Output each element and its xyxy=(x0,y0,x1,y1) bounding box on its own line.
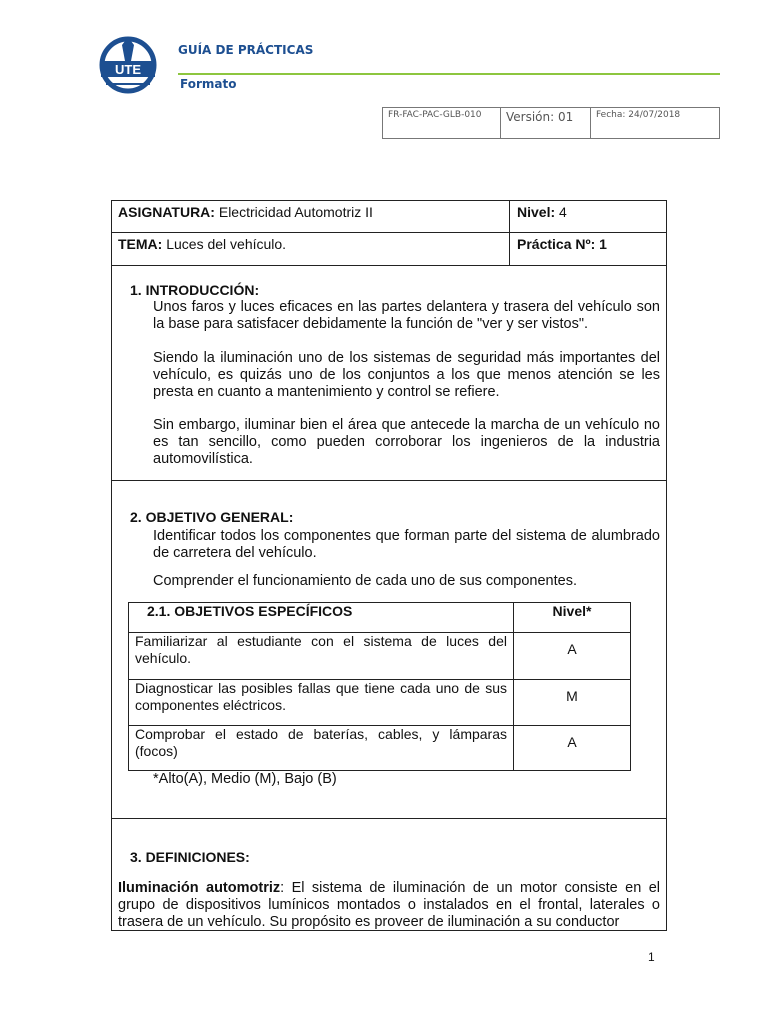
definition-term: Iluminación automotriz xyxy=(118,880,281,896)
level-legend-note: *Alto(A), Medio (M), Bajo (B) xyxy=(153,771,337,787)
objective-level: A xyxy=(567,734,577,750)
section-definitions-heading: 3. DEFINICIONES: xyxy=(130,849,250,865)
document-version: Versión: 01 xyxy=(501,108,591,138)
level-cell xyxy=(517,204,567,220)
ute-logo xyxy=(96,35,160,99)
definition-text: : El sistema de iluminación de un motor consiste en el grupo de dispositivos lumínicos montados o instalados en el frontal, laterales o trasera de un vehículo. Su propósito es proveer de iluminación a su conductor xyxy=(118,880,660,930)
page-number: 1 xyxy=(648,950,655,964)
level-value: 4 xyxy=(555,204,567,220)
objective-level: M xyxy=(566,688,578,704)
topic-row xyxy=(112,233,666,265)
document-code-table xyxy=(382,107,720,139)
definition-paragraph xyxy=(118,880,660,931)
table-row xyxy=(129,679,630,725)
svg-text:UTE: UTE xyxy=(115,62,141,77)
topic-value: Luces del vehículo. xyxy=(162,236,287,252)
objective-level: A xyxy=(567,641,577,657)
header-divider xyxy=(178,73,720,75)
section-intro-heading: 1. INTRODUCCIÓN: xyxy=(130,282,260,298)
topic-label: TEMA: xyxy=(118,236,163,252)
document-title: GUÍA DE PRÁCTICAS xyxy=(178,43,314,57)
objectives-header: 2.1. OBJETIVOS ESPECÍFICOS xyxy=(147,603,353,619)
table-row xyxy=(129,725,630,771)
subject-value: Electricidad Automotriz II xyxy=(214,204,373,220)
level-header: Nivel* xyxy=(552,603,592,619)
table-row xyxy=(129,632,630,679)
section-objective-heading: 2. OBJETIVO GENERAL: xyxy=(130,509,294,525)
topic-cell xyxy=(118,236,286,252)
subject-cell xyxy=(118,204,373,220)
objective-paragraph-1: Identificar todos los componentes que forman parte del sistema de alumbrado de carretera del vehículo. xyxy=(153,528,660,561)
objective-text: Diagnosticar las posibles fallas que tiene cada uno de sus componentes eléctricos. xyxy=(135,680,507,713)
intro-paragraph-1: Unos faros y luces eficaces en las partes delantera y trasera del vehículo son la base para satisfacer debidamente la función de "ver y ser vistos". xyxy=(153,299,660,332)
intro-paragraph-3: Sin embargo, iluminar bien el área que antecede la marcha de un vehículo no es tan sencillo, como pueden corroborar los ingenieros de la industria automovilística. xyxy=(153,417,660,467)
objective-paragraph-2: Comprender el funcionamiento de cada uno de sus componentes. xyxy=(153,573,577,589)
document-subtitle: Formato xyxy=(180,77,237,91)
objective-text: Familiarizar al estudiante con el sistema de luces del vehículo. xyxy=(135,633,507,666)
level-label: Nivel: xyxy=(517,204,556,220)
objective-text: Comprobar el estado de baterías, cables, y lámparas (focos) xyxy=(135,726,507,759)
subject-label: ASIGNATURA: xyxy=(118,204,215,220)
intro-paragraph-2: Siendo la iluminación uno de los sistemas de seguridad más importantes del vehículo, es quizás uno de los conjuntos a los que menos atención se les presta en cuanto a mantenimiento y control se refiere. xyxy=(153,350,660,400)
subject-row xyxy=(112,201,666,233)
practice-frame xyxy=(111,200,667,931)
specific-objectives-table xyxy=(128,602,631,771)
document-date: Fecha: 24/07/2018 xyxy=(596,110,681,120)
practice-number: Práctica Nº: 1 xyxy=(517,236,607,252)
document-code: FR-FAC-PAC-GLB-010 xyxy=(383,108,501,138)
